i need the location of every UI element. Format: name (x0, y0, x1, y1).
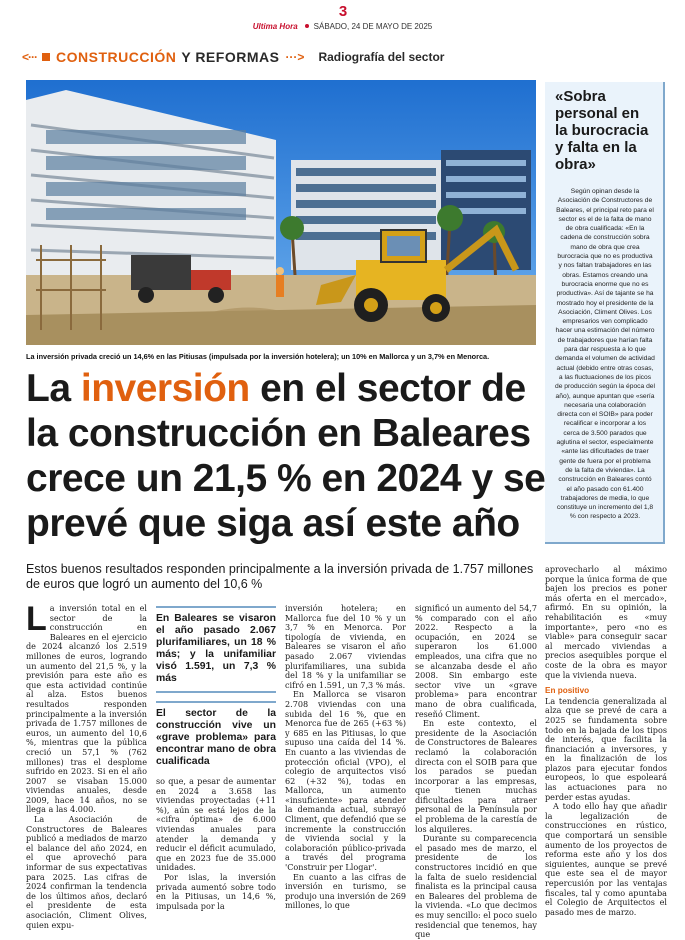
headline-start: La (26, 367, 81, 410)
body-column-5 (545, 565, 667, 917)
pullquote-2: El sector de la construcción vive un «grave problema» para encontrar mano de obra cualificada (156, 701, 276, 771)
paragraph: En este contexto, el presidente de la Asociación de Constructores de Baleares reclamó la colaboración directa con el SOIB para que los parados se puedan incorporar a las empresas, que tienen muchas dificultades para atraer personal de la Península por el problema de la carestía de los alquileres. (415, 718, 537, 834)
left-arrow-icon: <··· (22, 50, 37, 64)
paragraph: a inversión total en el sector de la construcción en Baleares en el ejercicio de 2024 alcanzó los 2.519 millones de euros, logrando un aumento del 21,5 %, y la previsión para este año es que esta actividad continúe al alza. Estos buenos resultados responden principalmente a la inversión privada de 1.757 millones de euros, un aumento del 10,6 %, mientras que la pública creció un 57,1 % (762 millones) tras el desplome sufrido en 2023. Si en el año 2007 se visaban 15.000 viviendas anuales, desde 2009, hace 14 años, no se llega a las 4.000. (26, 603, 147, 815)
paragraph: En cuanto a las cifras de inversión en turismo, se produjo una inversión de 269 millones, lo que (285, 871, 406, 911)
headline-end: en el sector de la construcción en Baleares crece un 21,5 % en 2024 y se prevé que siga así este año (26, 367, 546, 545)
paragraph: inversión hotelera; en Mallorca fue del 10 % y un 3,7 % en Menorca. Por tipología de vivienda, en Baleares se visaron el año pasado 2.067 viviendas plurifamiliares, una subida del 18 % y la unifamiliar se cifró en 1.591, un 7,3 % más. (285, 603, 406, 690)
article-deck: Estos buenos resultados responden principalmente a la inversión privada de 1.757 millones de euros que logró un aumento del 10,6 % (26, 562, 534, 591)
section-name: CONSTRUCCIÓN (56, 49, 177, 65)
headline-highlight: inversión (80, 367, 250, 410)
photo-caption: La inversión privada creció un 14,6% en las Pitiusas (impulsada por la inversión hotelera); un 10% en Mallorca y un 3,7% en Menorca. (26, 352, 490, 361)
paragraph: aprovecharlo al máximo porque la única forma de que bajen los precios es poner más oferta en el mercado», afirmó. En su opinión, la rehabilitación es «muy importante», pero «no es viable» para conseguir sacar al mercado viviendas a precios asequibles porque el coste de la obra es mayor que la vivienda nueva. (545, 564, 667, 680)
body-column-2 (156, 606, 276, 911)
paragraph: so que, a pesar de aumentar en 2024 a 3.658 las viviendas proyectadas (+11 %), aún se está lejos de la «cifra óptima» de 6.000 viviendas anuales para atender la demanda y reducir el déficit acumulado, que en 2023 fue de 35.000 unidades. (156, 776, 276, 873)
construction-site-image (26, 80, 536, 345)
body-column-4 (415, 604, 537, 940)
right-arrow-icon: ···> (285, 50, 305, 64)
section-bar (22, 46, 444, 68)
body-column-1 (26, 600, 147, 930)
paragraph: A todo ello hay que añadir la legalización de construcciones en rústico, que comportará un sensible aumento de los proyectos de reforma este año y los dos siguientes, aunque se prevé que este sea el de mayor repercusión por las ventajas fiscales, tal y como apuntaba el Colegio de Arquitectos el pasado mes de marzo. (545, 801, 667, 917)
paragraph: La Asociación de Constructores de Baleares publicó a mediados de marzo el balance del año 2024, en el que aprovechó para informar de sus expectativas para 2025. Las cifras de 2024 confirman la tendencia de los últimos años, declaró el presidente de esta asociación, Climent Olives, quien expu- (26, 814, 147, 930)
paragraph: En Mallorca se visaron 2.708 viviendas con una subida del 16 %, que en Menorca fue de 265 (+63 %) y 685 en las Pitiusas, lo que supuso una caída del 14 %. En cuanto a las viviendas de protección oficial (VPO), el colegio de arquitectos visó 62 (+32 %), todas en Mallorca, un aumento «insuficiente» para atender la demanda actual, subrayó Climent, que defendió que se incremente la construcción de vivienda social y la colaboración público-privada a través del programa 'Construir per Llogar'. (285, 689, 406, 873)
sidebar-title: «Sobra personal en la burocracia y falta en la obra» (555, 88, 649, 173)
paragraph: significó un aumento del 54,7 % comparado con el año 2022. Respecto a la ocupación, en 2024 se superaron los 61.000 empleados, una cifra que no se alcanzaba desde el año 2008. Sin embargo este sector vive un «grave problema» para encontrar mano de obra cualificada, reseñó Climent. (415, 603, 537, 719)
headline (26, 366, 546, 546)
square-bullet-icon (42, 53, 50, 61)
paragraph: Durante su comparecencia el pasado mes de marzo, el presidente de los constructores incidió en que la falta de suelo residencial finalista es la principal causa en Baleares del problema de la vivienda. «Lo que decimos es muy sencillo: el poco suelo residencial que tenemos, hay que (415, 833, 537, 940)
separator-dot-icon (305, 24, 309, 28)
section-name-2: Y REFORMAS (181, 49, 280, 65)
issue-date: SÁBADO, 24 DE MAYO DE 2025 (313, 22, 433, 31)
page-number: 3 (338, 3, 348, 20)
dropcap: L (26, 600, 47, 638)
body-column-3 (285, 604, 406, 911)
section-subtitle: Radiografía del sector (318, 50, 445, 64)
sidebar-body: Según opinan desde la Asociación de Constructores de Baleares, el principal reto para el sector es el de la falta de mano de obra cualificada: «En la cadena de construcción sobra mano de obra que crea burocracia que no es productiva y nos faltan trabajadores en las obras. Estamos creando una burocracia enorme que no es productiva». Así de tajante se ha mostrado hoy el presidente de la Asociación, Climent Olives. Los empresarios ven complicado hacer una estimación del número de trabajadores que harían falta para dar respuesta a lo que demanda el volumen de actividad actual (debido entre otras cosas, a las fluctuaciones de los picos de producción según la época del año), aunque apuntan que «sería necesaria una colaboración directa con el SOIB» para poder recalificar e incorporar a los cerca de 3.500 parados que aglutina el sector, especialmente «ante las dificultades de traer gente de fuera por el problema de la falta de vivienda». La construcción en Baleares contó el año pasado con 61.400 trabajadores de media, lo que constituye un incremento del 1,8 % con respecto a 2023. (555, 188, 656, 521)
paragraph: Por islas, la inversión privada aumentó sobre todo en la Pitiusas, un 14,6 %, impulsada por la (156, 871, 276, 911)
brand-name: Ultima Hora (252, 22, 298, 31)
subhead: En positivo (545, 686, 590, 696)
sidebar-box (545, 82, 665, 544)
construction-photo (26, 80, 536, 345)
masthead (0, 22, 685, 31)
pullquote-1: En Baleares se visaron el año pasado 2.067 plurifamiliares, un 18 % más; y la unifamiliar visó 1.591, un 7,3 % más (156, 606, 276, 693)
paragraph: La tendencia generalizada al alza que se prevé de cara a 2025 se fundamenta sobre todo en la bajada de los tipos de interés, que facilita la financiación a inversores, y en la finalización de los plazos para ejecutar fondos europeos, lo que espoleará las actuaciones para no perder estas ayudas. (545, 695, 667, 802)
